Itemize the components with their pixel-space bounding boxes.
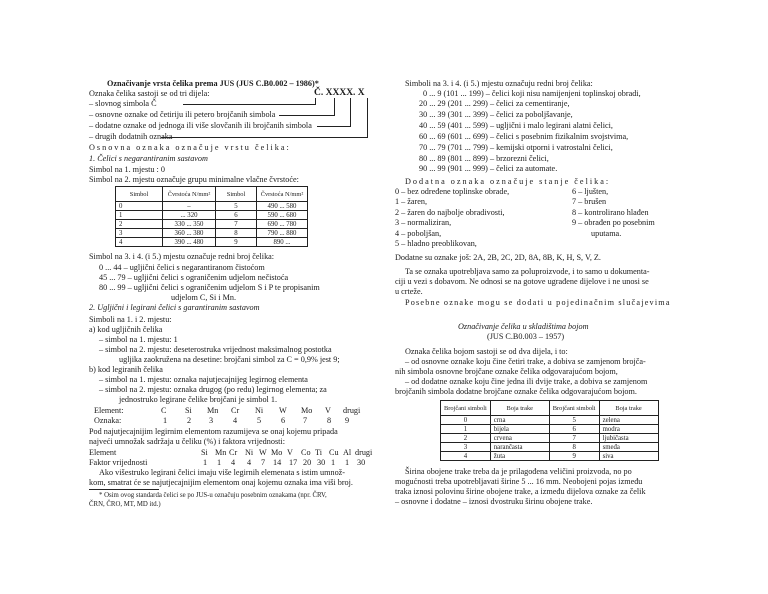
factor-element: Cu — [329, 448, 339, 457]
table-cell: 390 ... 480 — [163, 238, 216, 247]
connector-line — [350, 98, 351, 127]
table-header: Simbol — [116, 187, 163, 202]
paragraph: Pod najutjecajnijim legirnim elementom razumijeva se onaj kojemu pripada — [89, 427, 338, 436]
paragraph: – od dodatne oznake koju čine jedna ili dvije trake, a dobiva se zamjenom — [405, 377, 648, 386]
section-heading: Označivanje čelika u skladištima bojom — [458, 322, 589, 331]
paragraph: nih simbola osnovne brojčane oznake čelika odgovarajućom bojom, — [395, 367, 618, 376]
paragraph: – simbol na 2. mjestu: oznaka drugog (po redu) legirnog elementa; za — [99, 385, 327, 394]
table-cell: 8 — [549, 443, 599, 452]
element-symbol: C — [161, 406, 167, 415]
state-item: 7 – brušen — [572, 197, 607, 206]
range-item: udjelom C, Si i Mn. — [171, 293, 237, 302]
paragraph: Posebne oznake mogu se dodati u pojedinačnim slučajevima — [405, 298, 671, 307]
factor-element: V — [287, 448, 293, 457]
paragraph: Dodatne su oznake još: 2A, 2B, 2C, 2D, 8A, 8B, K, H, S, V, Z. — [395, 253, 601, 262]
element-code: 8 — [327, 416, 332, 425]
factor-element: Mn — [215, 448, 227, 457]
table-cell: smeđa — [599, 443, 658, 452]
factor-value: 4 — [231, 458, 236, 467]
paragraph: najveći umnožak sadržaja u čeliku (%) i faktora vrijednosti: — [89, 437, 285, 446]
state-item: 8 – kontrolirano hlađen — [572, 208, 649, 217]
element-code: 5 — [257, 416, 262, 425]
table-cell: 690 ... 780 — [257, 220, 308, 229]
element-code: 2 — [187, 416, 192, 425]
range-item: 90 ... 99 (901 ... 999) – čelici za automate. — [419, 164, 558, 173]
table-row — [441, 443, 659, 452]
table-cell: ljubičasta — [599, 434, 658, 443]
table-cell: 4 — [116, 238, 163, 247]
table-cell: 360 ... 380 — [163, 229, 216, 238]
paragraph: Simboli na 3. i 4. (i 5.) mjestu označuju redni broj čelika: — [405, 79, 593, 88]
table-header: Boja trake — [599, 401, 658, 416]
paragraph: ugljika zaokružena na desetine: brojčani simbol za C = 0,9% jest 9; — [119, 355, 340, 364]
element-row-label: Element: — [94, 406, 124, 415]
table-cell: siva — [599, 452, 658, 461]
state-item: 2 – žaren do najbolje obradivosti, — [395, 208, 505, 217]
table-row — [116, 220, 308, 229]
table-cell: 1 — [116, 211, 163, 220]
connector-line — [315, 98, 316, 105]
table-row — [116, 211, 308, 220]
factor-value: 1 — [345, 458, 350, 467]
range-item: 70 ... 79 (701 ... 799) – kemijski otporni i vatrostalni čelici, — [419, 143, 613, 152]
footnote: ČRN, ČRO, MT, MD itd.) — [89, 501, 161, 508]
paragraph: jednostruko legirane čelike brojčani je simbol 1. — [119, 395, 278, 404]
paragraph: Ta se oznaka upotrebljava samo za poluproizvode, i to samo u dokumenta- — [405, 267, 650, 276]
table-cell: 1 — [441, 425, 491, 434]
factor-row-label: Faktor vrijednosti — [89, 458, 148, 467]
table-cell: 9 — [216, 238, 257, 247]
range-item: 0 ... 9 (101 ... 199) – čelici koji nisu namijenjeni toplinskoj obradi, — [423, 89, 641, 98]
table-row — [441, 452, 659, 461]
factor-element: Cr — [229, 448, 238, 457]
footnote-rule — [89, 489, 159, 490]
intro-text: Oznaka čelika sastoji se od tri dijela: — [89, 89, 210, 98]
state-item: 1 – žaren, — [395, 197, 428, 206]
element-code: 1 — [163, 416, 168, 425]
oznaka-row-label: Oznaka: — [94, 416, 122, 425]
table-cell: 5 — [216, 202, 257, 211]
table-cell: 9 — [549, 452, 599, 461]
table-header: Čvrstoća N/mm² — [257, 187, 308, 202]
factor-value: 17 — [289, 458, 298, 467]
state-item: 5 – hladno preoblikovan, — [395, 239, 477, 248]
element-symbol: W — [279, 406, 287, 415]
factor-value: 4 — [247, 458, 252, 467]
table-header: Simbol — [216, 187, 257, 202]
paragraph: Simbol na 1. mjestu : 0 — [89, 165, 165, 174]
table-header: Brojčani simboli — [441, 401, 491, 416]
table-row — [116, 229, 308, 238]
paragraph: – simbol na 2. mjestu: deseterostruka vrijednost maksimalnog postotka — [99, 345, 332, 354]
element-symbol: V — [325, 406, 331, 415]
table-cell: zelena — [599, 416, 658, 425]
paragraph: Simboli na 1. i 2. mjestu: — [89, 315, 172, 324]
factor-element: drugi — [355, 448, 373, 457]
table-row — [441, 425, 659, 434]
footnote: * Osim ovog standarda čelici se po JUS-u označuju posebnim oznakama (npr. ČRV, — [99, 492, 327, 499]
connector-line — [279, 115, 334, 116]
state-item: 6 – ljušten, — [572, 187, 609, 196]
factor-element: Ti — [315, 448, 322, 457]
paragraph: – simbol na 1. mjestu: oznaka najutjecajnijeg legirnog elementa — [99, 375, 308, 384]
paragraph: Simbol na 2. mjestu označuje grupu minimalne vlačne čvrstoće: — [89, 175, 299, 184]
table-cell: 6 — [549, 425, 599, 434]
table-cell: žuta — [490, 452, 549, 461]
paragraph: brojčanih simbola dodatne brojčane oznake čelika odgovarajućom bojom. — [395, 387, 637, 396]
paragraph: Ako višestruko legirani čelici imaju više legirnih elemenata s istim umnož- — [99, 468, 346, 477]
table-cell: 790 ... 880 — [257, 229, 308, 238]
state-item: uputama. — [591, 229, 622, 238]
strength-table — [115, 186, 308, 247]
factor-value: 1 — [331, 458, 336, 467]
section-intro: Dodatna oznaka označuje stanje čelika: — [405, 177, 611, 186]
connector-line — [334, 98, 335, 116]
range-item: 20 ... 29 (201 ... 299) – čelici za cementiranje, — [419, 99, 570, 108]
table-header: Brojčani simboli — [549, 401, 599, 416]
table-header-row — [116, 187, 308, 202]
table-cell: 7 — [216, 220, 257, 229]
element-symbol: Cr — [231, 406, 240, 415]
table-cell: 330 ... 350 — [163, 220, 216, 229]
table-cell: 5 — [549, 416, 599, 425]
color-table — [440, 400, 659, 461]
section-heading: 1. Čelici s negarantiranim sastavom — [89, 154, 208, 163]
element-code: 6 — [281, 416, 286, 425]
paragraph: – osnovne i dodatne – iznosi dvostruku širinu obojene trake. — [395, 497, 593, 506]
range-item: 30 ... 39 (301 ... 399) – čelici za poboljšavanje, — [419, 110, 573, 119]
table-cell: bijela — [490, 425, 549, 434]
table-cell: 4 — [441, 452, 491, 461]
paragraph: b) kod legiranih čelika — [89, 365, 163, 374]
range-item: 80 ... 99 – ugljični čelici s ograničenim udjelom S i P te propisanim — [99, 283, 320, 292]
table-row — [441, 416, 659, 425]
paragraph: u crteže. — [395, 287, 423, 296]
factor-element: Ni — [245, 448, 254, 457]
paragraph: a) kod ugljičnih čelika — [89, 325, 163, 334]
factor-value: 7 — [261, 458, 266, 467]
element-code: 9 — [345, 416, 350, 425]
element-code: 4 — [233, 416, 238, 425]
table-cell: 2 — [441, 434, 491, 443]
table-cell: 8 — [216, 229, 257, 238]
table-cell: – — [163, 202, 216, 211]
factor-value: 1 — [217, 458, 222, 467]
paragraph: traka iznosi polovinu širine obojene trake, a između dijelova oznake za čelik — [395, 487, 646, 496]
table-row — [441, 434, 659, 443]
table-cell: 6 — [216, 211, 257, 220]
factor-element: Al — [343, 448, 352, 457]
element-symbol: Mo — [301, 406, 313, 415]
table-cell: 3 — [116, 229, 163, 238]
factor-value: 30 — [317, 458, 326, 467]
element-symbol: drugi — [343, 406, 361, 415]
state-item: 4 – poboljšan, — [395, 229, 442, 238]
element-symbol: Mn — [207, 406, 219, 415]
part-item: – osnovne oznake od četiriju ili petero brojčanih simbola — [89, 110, 276, 119]
factor-value: 30 — [357, 458, 366, 467]
connector-line — [183, 104, 315, 105]
factor-element: Co — [301, 448, 311, 457]
table-cell: modra — [599, 425, 658, 434]
paragraph: Oznaka čelika bojom sastoji se od dva dijela, i to: — [405, 347, 568, 356]
range-item: 45 ... 79 – ugljični čelici s ograničenim udjelom nečistoća — [99, 273, 289, 282]
element-symbol: Ni — [255, 406, 264, 415]
state-item: 9 – obrađen po posebnim — [572, 218, 655, 227]
table-cell: 3 — [441, 443, 491, 452]
connector-line — [317, 126, 350, 127]
table-row — [116, 202, 308, 211]
paragraph: Širina obojene trake treba da je prilagođena veličini proizvoda, no po — [405, 467, 632, 476]
paragraph: ciji u vezi s dobavom. Ne odnosi se na gotove ugrađene dijelove i ne unosi se — [395, 277, 649, 286]
page-title: Označivanje vrsta čelika prema JUS (JUS C.B0.002 – 1986)* — [107, 79, 319, 88]
connector-line — [161, 137, 367, 138]
paragraph: kom, smatrat će se najutjecajnijim elementom onaj kojemu oznaka ima viši broj. — [89, 478, 353, 487]
table-header: Boja trake — [490, 401, 549, 416]
section-heading: 2. Ugljični i legirani čelici s garantiranim sastavom — [89, 303, 260, 312]
range-item: 0 ... 44 – ugljični čelici s negarantiranom čistoćom — [99, 263, 265, 272]
paragraph: Simbol na 3. i 4. (i 5.) mjestu označuje redni broj čelika: — [89, 252, 275, 261]
part-item: – slovnog simbola Č — [89, 99, 157, 108]
table-row — [116, 238, 308, 247]
element-symbol: Si — [185, 406, 192, 415]
state-item: 3 – normaliziran, — [395, 218, 452, 227]
table-cell: narančasta — [490, 443, 549, 452]
element-code: 3 — [209, 416, 214, 425]
table-cell: crvena — [490, 434, 549, 443]
table-cell: 7 — [549, 434, 599, 443]
state-item: 0 – bez određene toplinske obrade, — [395, 187, 510, 196]
table-header-row — [441, 401, 659, 416]
section-subheading: (JUS C.B0.003 – 1957) — [487, 332, 565, 341]
table-cell: 0 — [441, 416, 491, 425]
table-cell: 0 — [116, 202, 163, 211]
table-cell: 890 ... — [257, 238, 308, 247]
element-code: 7 — [303, 416, 308, 425]
paragraph: – simbol na 1. mjestu: 1 — [99, 335, 178, 344]
factor-element: W — [259, 448, 267, 457]
section-intro: Osnovna oznaka označuje vrstu čelika: — [89, 143, 291, 152]
range-item: 60 ... 69 (601 ... 699) – čelici s posebnim fizikalnim svojstvima, — [419, 132, 629, 141]
paragraph: – od osnovne oznake koju čine četiri trake, a dobiva se zamjenom brojča- — [405, 357, 646, 366]
factor-element: Mo — [271, 448, 283, 457]
code-pattern: Č. XXXX. X — [314, 88, 365, 98]
factor-value: 14 — [273, 458, 282, 467]
factor-value: 1 — [203, 458, 208, 467]
range-item: 80 ... 89 (801 ... 899) – brzorezni čelici, — [419, 154, 549, 163]
table-cell: 490 ... 580 — [257, 202, 308, 211]
part-item: – drugih dodatnih oznaka — [89, 132, 173, 141]
table-cell: crna — [490, 416, 549, 425]
range-item: 40 ... 59 (401 ... 599) – ugljični i malo legirani alatni čelici, — [419, 121, 613, 130]
table-cell: ... 320 — [163, 211, 216, 220]
table-cell: 2 — [116, 220, 163, 229]
paragraph: mogućnosti treba upotrebljavati širine 5 ... 16 mm. Neobojeni pojas između — [395, 477, 643, 486]
factor-value: 20 — [303, 458, 312, 467]
factor-row-label: Element — [89, 448, 117, 457]
factor-element: Si — [201, 448, 208, 457]
table-cell: 590 ... 680 — [257, 211, 308, 220]
part-item: – dodatne oznake od jednoga ili više slovčanih ili brojčanih simbola — [89, 121, 312, 130]
table-header: Čvrstoća N/mm² — [163, 187, 216, 202]
connector-line — [367, 98, 368, 138]
